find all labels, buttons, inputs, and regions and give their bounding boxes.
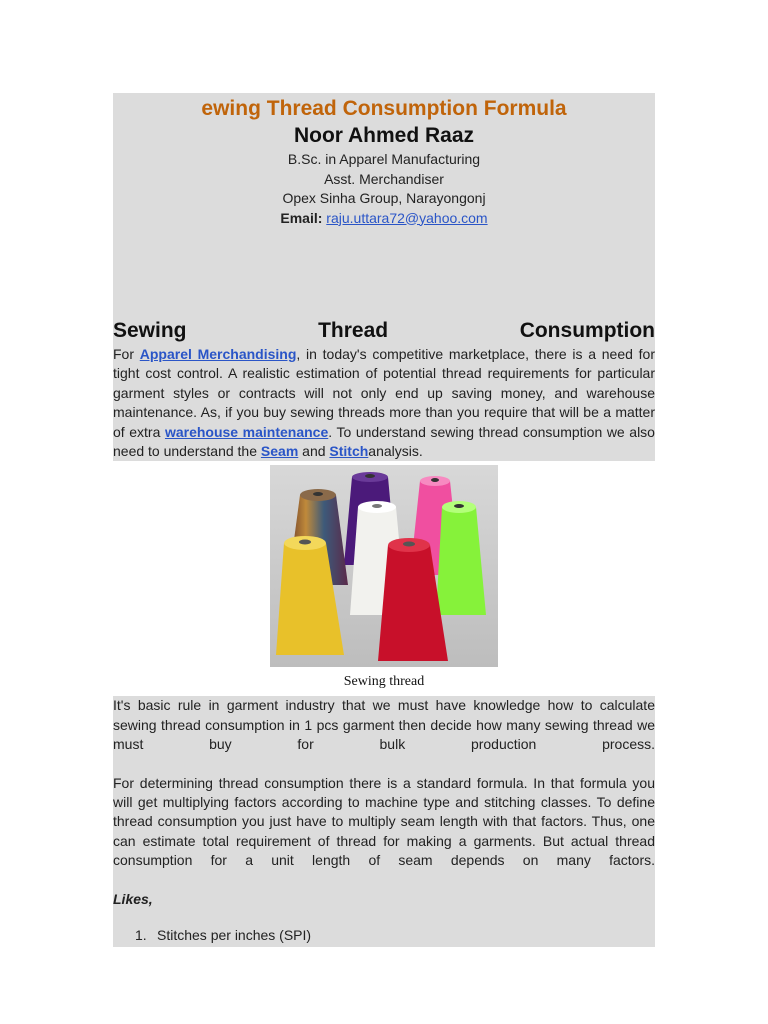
intro-paragraph <box>113 345 655 461</box>
text-run: . To understand sewing thread consumption we also need to understand the <box>113 423 655 460</box>
warehouse-maintenance-link[interactable]: warehouse maintenance <box>164 423 329 440</box>
section-title-word: Thread <box>318 319 389 342</box>
section-title-word: Consumption <box>519 319 655 342</box>
section-title <box>113 305 655 345</box>
formula-paragraph: For determining thread consumption there is a standard formula. In that formula you will get multiplying factors according to machine type and stitching classes. To define thread consumption you just have to multiply seam length with that factors. Thus, one can estimate total requirement of thread for making a garments. But actual thread consumption for a unit length of seam depends on many factors. <box>113 774 655 869</box>
author-company: Opex Sinha Group, Narayongonj <box>282 190 486 206</box>
apparel-merchandising-link[interactable]: Apparel Merchandising <box>139 346 297 362</box>
email-link[interactable]: raju.uttara72@yahoo.com <box>326 209 488 226</box>
list-text: Stitches per inches (SPI) <box>157 926 312 943</box>
sewing-thread-photo <box>270 465 498 667</box>
photo-caption: Sewing thread <box>343 674 425 690</box>
document-header <box>113 93 655 305</box>
author-name: Noor Ahmed Raaz <box>293 124 475 147</box>
likes-label: Likes, <box>113 890 153 907</box>
document-title: ewing Thread Consumption Formula <box>201 97 567 120</box>
seam-link[interactable]: Seam <box>260 443 299 460</box>
email-label: Email: <box>280 209 323 226</box>
body-section <box>113 696 655 946</box>
author-email-line <box>113 209 655 229</box>
list-number: 1. <box>135 926 147 943</box>
rule-paragraph: It's basic rule in garment industry that we must have knowledge how to calculate sewing thread consumption in 1 pcs garment then decide how many sewing thread we must buy for bulk production process. <box>113 697 655 753</box>
text-run: and <box>298 443 330 460</box>
stitch-link[interactable]: Stitch <box>329 443 369 460</box>
author-degree: B.Sc. in Apparel Manufacturing <box>287 151 481 167</box>
text-run: For <box>113 346 140 362</box>
text-run: , in today's competitive marketplace, there is a need for tight cost control. A realistic estimation of potential thread requirements for particular garment styles or contracts will not only end up saving money, and warehouse maintenance. As, if you buy sewing threads more than you require that will be a matter of extra <box>113 346 655 440</box>
section-title-word: Sewing <box>113 319 187 342</box>
intro-section <box>113 305 655 461</box>
document-page <box>113 93 655 947</box>
list-item <box>113 909 655 947</box>
author-position: Asst. Merchandiser <box>324 170 444 187</box>
text-run: analysis. <box>368 443 423 460</box>
